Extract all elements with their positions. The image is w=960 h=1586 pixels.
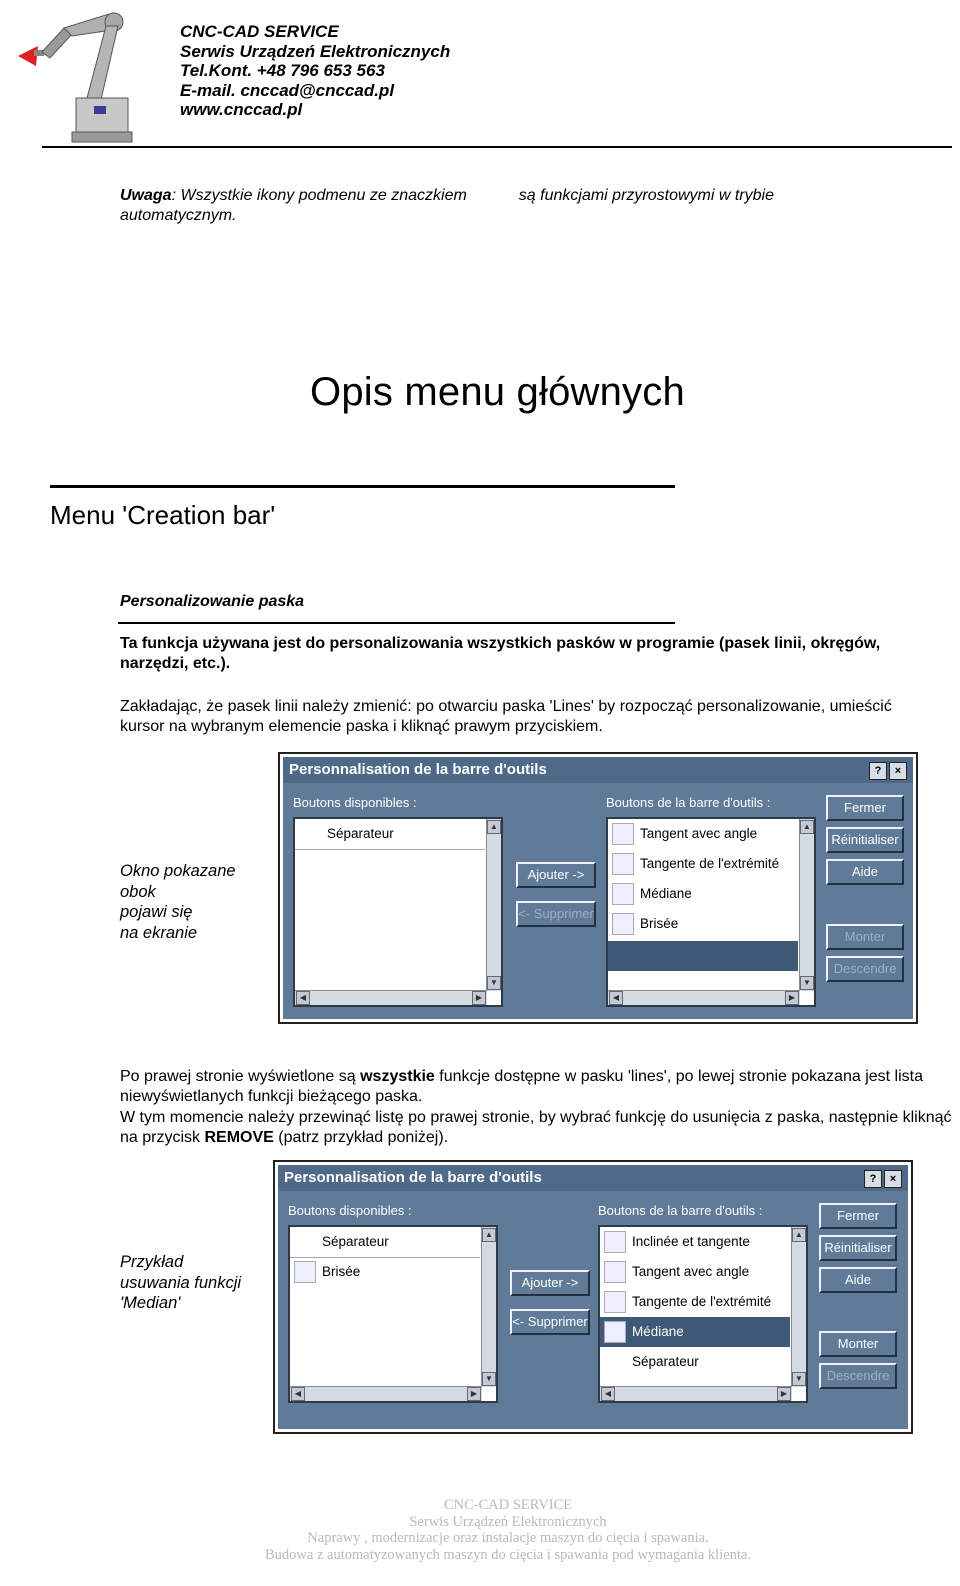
list-item[interactable] [295, 819, 485, 850]
scroll-down-icon[interactable]: ▼ [792, 1372, 806, 1386]
dialog-title-bar [278, 1165, 908, 1191]
header-divider [42, 146, 952, 148]
scroll-right-icon[interactable]: ▶ [777, 1387, 791, 1401]
scroll-up-icon[interactable]: ▲ [800, 820, 814, 834]
list-item-label: Brisée [322, 1264, 361, 1279]
scroll-left-icon[interactable]: ◀ [296, 991, 310, 1005]
company-email: E-mail. cnccad@cnccad.pl [180, 80, 395, 100]
text-run: Po prawej stronie wyświetlone są [120, 1068, 361, 1085]
polyline-icon [294, 1261, 316, 1283]
side-caption-line: usuwania funkcji [120, 1273, 242, 1292]
paragraph-1: Ta funkcja używana jest do personalizowania wszystkich pasków w programie (pasek linii, okręgów, narzędzi, etc.). [120, 635, 881, 672]
scroll-left-icon[interactable]: ◀ [291, 1387, 305, 1401]
list-item[interactable] [608, 909, 798, 939]
list-item[interactable] [290, 1257, 480, 1287]
scroll-right-icon[interactable]: ▶ [467, 1387, 481, 1401]
horizontal-scrollbar[interactable] [290, 1386, 482, 1401]
list-item[interactable] [290, 1227, 480, 1258]
remove-button[interactable]: <- Supprimer [516, 901, 596, 927]
help-button[interactable]: ? [869, 762, 887, 780]
vertical-scrollbar[interactable] [791, 1227, 806, 1387]
side-caption-line: 'Median' [120, 1294, 181, 1312]
scroll-right-icon[interactable]: ▶ [472, 991, 486, 1005]
scroll-down-icon[interactable]: ▼ [482, 1372, 496, 1386]
dialog-title-bar [283, 757, 913, 783]
remove-button[interactable]: <- Supprimer [510, 1309, 590, 1335]
scroll-up-icon[interactable]: ▲ [487, 820, 501, 834]
scroll-down-icon[interactable]: ▼ [800, 976, 814, 990]
add-button[interactable]: Ajouter -> [516, 862, 596, 888]
list-item[interactable] [608, 849, 798, 879]
note-paragraph [120, 186, 870, 226]
header-block [180, 22, 450, 120]
text-run: W tym momencie należy przewinąć listę po prawej stronie, by wybrać funkcję do usunięcia z paska, następnie kliknąć na przycisk [120, 1109, 952, 1146]
list-item[interactable] [600, 1227, 790, 1257]
help-text-button[interactable]: Aide [826, 859, 904, 885]
list-item-label: Tangente de l'extrémité [640, 856, 780, 871]
note-text-1: : Wszystkie ikony podmenu ze znaczkiem [171, 187, 467, 204]
list-item-label: Séparateur [322, 1234, 389, 1249]
text-run: (patrz przykład poniżej). [273, 1129, 449, 1146]
move-down-button[interactable]: Descendre [826, 956, 904, 982]
footer-line: Serwis Urządzeń Elektronicznych [409, 1513, 607, 1530]
footer-line: Naprawy , modernizacje oraz instalacje maszyn do cięcia i spawania. [307, 1530, 709, 1546]
list-item-label: Tangente de l'extrémité [632, 1294, 772, 1309]
list-item-selected[interactable] [600, 1317, 790, 1347]
move-up-button[interactable]: Monter [819, 1331, 897, 1357]
paragraph-4 [120, 1108, 960, 1148]
list-item[interactable] [608, 879, 798, 909]
horizontal-scrollbar[interactable] [608, 990, 800, 1005]
list-item-selected[interactable] [608, 941, 798, 971]
paragraph-2: Zakładając, że pasek linii należy zmienić: po otwarciu paska 'Lines' by rozpocząć personalizowanie, umieścić kursor na wybranym elemencie paska i kliknąć prawym przyciskiem. [120, 698, 892, 735]
customize-toolbar-dialog-2 [275, 1162, 911, 1432]
company-website: www.cnccad.pl [180, 100, 303, 119]
side-caption-2 [120, 1252, 241, 1314]
list-item[interactable] [600, 1257, 790, 1287]
reset-button[interactable]: Réinitialiser [819, 1235, 897, 1261]
side-caption-line: na ekranie [120, 923, 198, 942]
note-text-3: automatycznym. [120, 207, 237, 224]
list-item-label: Médiane [640, 886, 692, 901]
toolbar-buttons-label: Boutons de la barre d'outils : [598, 1203, 763, 1218]
list-item-label: Tangent avec angle [632, 1264, 750, 1279]
close-button[interactable]: Fermer [826, 795, 904, 821]
footer-line: Budowa z automatyzowanych maszyn do cięcia i spawania pod wymagania klienta. [265, 1546, 751, 1563]
list-item-label: Séparateur [632, 1354, 699, 1369]
available-buttons-list[interactable] [288, 1225, 498, 1403]
tangent-end-icon [612, 853, 634, 875]
scroll-right-icon[interactable]: ▶ [785, 991, 799, 1005]
toolbar-buttons-list[interactable] [606, 817, 816, 1007]
horizontal-scrollbar[interactable] [600, 1386, 792, 1401]
inclined-tangent-icon [604, 1231, 626, 1253]
section-rule [50, 485, 675, 488]
section-title: Menu 'Creation bar' [50, 500, 276, 530]
horizontal-scrollbar[interactable] [295, 990, 487, 1005]
robot-arm-logo [14, 6, 134, 146]
tangent-angle-icon [604, 1261, 626, 1283]
subsection-rule [118, 622, 675, 624]
text-run-bold: wszystkie [360, 1068, 435, 1085]
scroll-up-icon[interactable]: ▲ [792, 1228, 806, 1242]
company-subtitle: Serwis Urządzeń Elektronicznych [180, 41, 451, 61]
help-text-button[interactable]: Aide [819, 1267, 897, 1293]
company-phone: Tel.Kont. +48 796 653 563 [180, 61, 385, 80]
vertical-scrollbar[interactable] [486, 819, 501, 991]
help-button[interactable]: ? [864, 1170, 882, 1188]
dialog-title: Personnalisation de la barre d'outils [289, 761, 547, 778]
scroll-up-icon[interactable]: ▲ [482, 1228, 496, 1242]
text-run: funkcje dostępne w pasku 'lines', po lewej stronie pokazana jest lista niewyświetlanych funkcji bieżącego paska. [120, 1068, 923, 1105]
side-caption-line: Przykład [120, 1253, 184, 1271]
toolbar-buttons-list[interactable] [598, 1225, 808, 1403]
paragraph-3 [120, 1067, 960, 1107]
available-buttons-label: Boutons disponibles : [288, 1203, 412, 1218]
vertical-scrollbar[interactable] [481, 1227, 496, 1387]
list-item-label: Séparateur [327, 826, 394, 841]
footer-line: CNC-CAD SERVICE [443, 1497, 573, 1513]
close-button[interactable]: Fermer [819, 1203, 897, 1229]
polyline-icon [612, 913, 634, 935]
list-item-label: Médiane [632, 1324, 684, 1339]
median-icon [612, 883, 634, 905]
list-item[interactable] [600, 1347, 790, 1377]
available-buttons-list[interactable] [293, 817, 503, 1007]
list-item-label: Inclinée et tangente [632, 1234, 750, 1249]
list-item-label: Brisée [640, 916, 679, 931]
add-button[interactable]: Ajouter -> [510, 1270, 590, 1296]
note-text-2: są funkcjami przyrostowymi w trybie [518, 187, 774, 204]
subsection-title: Personalizowanie paska [120, 593, 305, 610]
close-icon[interactable]: × [889, 762, 907, 780]
vertical-scrollbar[interactable] [799, 819, 814, 991]
text-run-bold: REMOVE [204, 1129, 274, 1146]
tangent-angle-icon [612, 823, 634, 845]
page-title: Opis menu głównych [310, 370, 685, 414]
move-up-button[interactable]: Monter [826, 924, 904, 950]
side-caption-1 [120, 861, 236, 943]
reset-button[interactable]: Réinitialiser [826, 827, 904, 853]
side-caption-line: obok [120, 882, 156, 901]
tangent-end-icon [604, 1291, 626, 1313]
dialog-title: Personnalisation de la barre d'outils [284, 1169, 542, 1186]
toolbar-buttons-label: Boutons de la barre d'outils : [606, 795, 771, 810]
company-name: CNC-CAD SERVICE [180, 22, 339, 41]
footer [0, 1497, 960, 1563]
close-icon[interactable]: × [884, 1170, 902, 1188]
list-item[interactable] [608, 819, 798, 849]
side-caption-line: Okno pokazane [120, 862, 236, 880]
median-icon [604, 1321, 626, 1343]
scroll-left-icon[interactable]: ◀ [609, 991, 623, 1005]
list-item[interactable] [600, 1287, 790, 1317]
move-down-button[interactable]: Descendre [819, 1363, 897, 1389]
note-label: Uwaga [120, 187, 172, 204]
available-buttons-label: Boutons disponibles : [293, 795, 417, 810]
scroll-left-icon[interactable]: ◀ [601, 1387, 615, 1401]
list-item-label: Tangent avec angle [640, 826, 758, 841]
scroll-down-icon[interactable]: ▼ [487, 976, 501, 990]
customize-toolbar-dialog-1 [280, 754, 916, 1022]
side-caption-line: pojawi się [120, 903, 193, 921]
